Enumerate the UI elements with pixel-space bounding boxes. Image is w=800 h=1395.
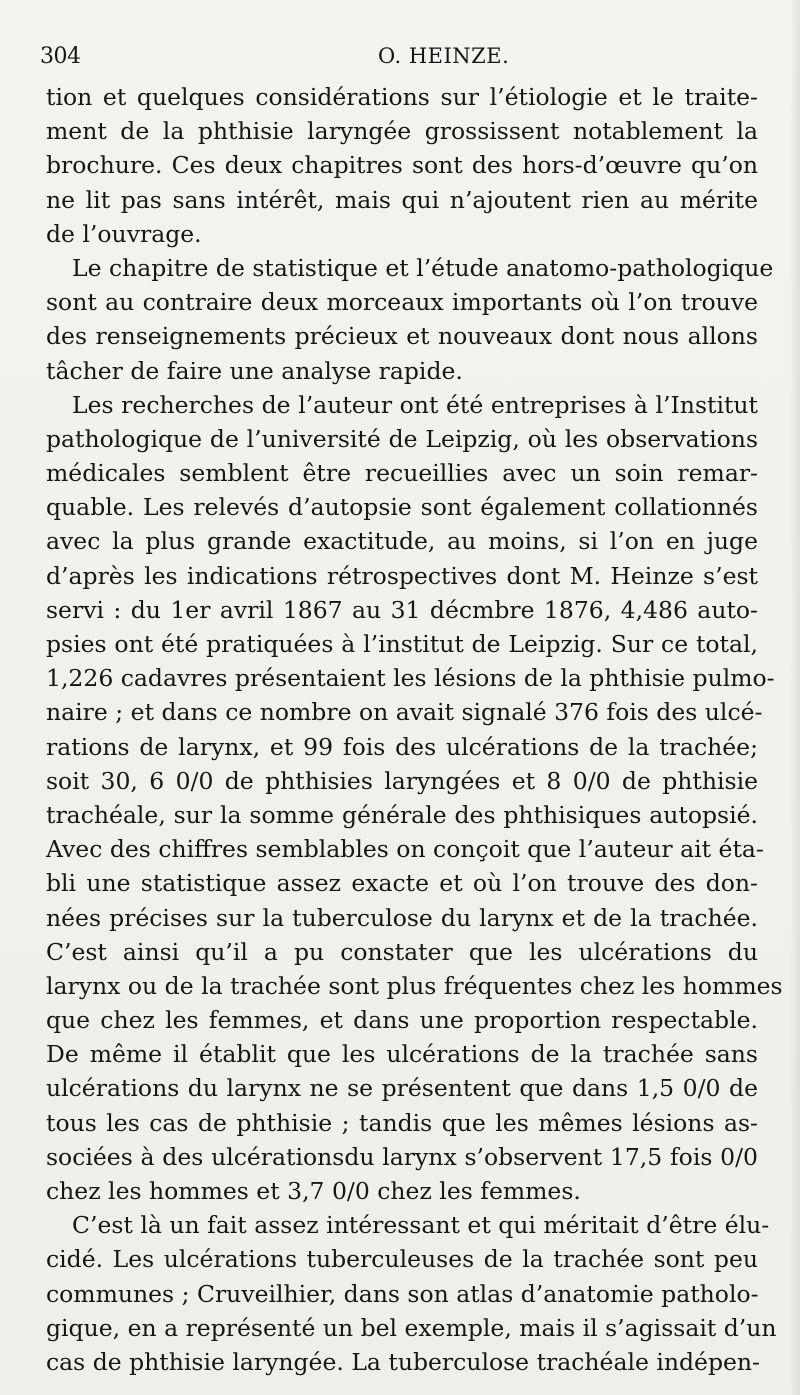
text-line: cas de phthisie laryngée. La tuberculose trachéale indépen- (46, 1347, 760, 1376)
text-line: psies ont été pratiquées à l’institut de Leipzig. Sur ce total, (46, 630, 758, 658)
text-line: de l’ouvrage. (46, 219, 202, 248)
text-line: De même il établit que les ulcérations de la trachée sans (46, 1040, 758, 1069)
text-line: des renseignements précieux et nouveaux dont nous allons (46, 322, 758, 351)
text-line: soit 30, 6 0/0 de phthisies laryngées et 8 0/0 de phthisie (46, 766, 758, 795)
text-line: Le chapitre de statistique et l’étude anatomo-pathologique (72, 253, 774, 282)
text-line: avec la plus grande exactitude, au moins, si l’on en juge (46, 527, 758, 556)
text-line: naire ; et dans ce nombre on avait signalé 376 fois des ulcé- (46, 698, 763, 727)
text-line: C’est là un fait assez intéressant et qui méritait d’être élu- (72, 1211, 770, 1240)
text-line: ulcérations du larynx ne se présentent que dans 1,5 0/0 de (46, 1074, 758, 1103)
text-line: sont au contraire deux morceaux importants où l’on trouve (46, 288, 758, 317)
page-header (40, 38, 760, 72)
text-line: cidé. Les ulcérations tuberculeuses de la trachée sont peu (46, 1245, 758, 1274)
text-line: pathologique de l’université de Leipzig, où les observations (46, 424, 758, 453)
text-line: bli une statistique assez exacte et où l’on trouve des don- (46, 869, 758, 898)
text-line: sociées à des ulcérationsdu larynx s’observent 17,5 fois 0/0 (46, 1142, 758, 1171)
text-line: 1,226 cadavres présentaient les lésions de la phthisie pulmo- (46, 664, 775, 693)
text-line: Les recherches de l’auteur ont été entreprises à l’Institut (72, 390, 758, 419)
text-line: d’après les indications rétrospectives dont M. Heinze s’est (46, 561, 758, 590)
text-line: brochure. Ces deux chapitres sont des hors-d’œuvre qu’on (46, 151, 758, 180)
page-edge-shadow (790, 0, 800, 1395)
page-number: 304 (40, 44, 81, 69)
text-line: tion et quelques considérations sur l’étiologie et le traite- (46, 83, 758, 111)
text-line: Avec des chiffres semblables on conçoit que l’auteur ait éta- (46, 835, 764, 864)
text-line: ment de la phthisie laryngée grossissent notablement la (46, 117, 758, 146)
text-line: tâcher de faire une analyse rapide. (46, 356, 463, 385)
text-line: quable. Les relevés d’autopsie sont également collationnés (46, 493, 758, 522)
text-line: trachéale, sur la somme générale des phthisiques autopsié. (46, 800, 758, 829)
text-line: servi : du 1er avril 1867 au 31 décmbre 1876, 4,486 auto- (46, 595, 758, 624)
text-line: nées précises sur la tuberculose du larynx et de la trachée. (46, 903, 758, 932)
text-line: gique, en a représenté un bel exemple, mais il s’agissait d’un (46, 1313, 777, 1342)
text-line: tous les cas de phthisie ; tandis que les mêmes lésions as- (46, 1108, 758, 1137)
text-line: que chez les femmes, et dans une proportion respectable. (46, 1006, 758, 1035)
text-line: ne lit pas sans intérêt, mais qui n’ajoutent rien au mérite (46, 185, 758, 214)
running-head: O. HEINZE. (378, 44, 510, 68)
body-text (46, 80, 783, 1379)
text-line: rations de larynx, et 99 fois des ulcérations de la trachée; (46, 732, 758, 761)
text-line: communes ; Cruveilhier, dans son atlas d’anatomie patholo- (46, 1279, 759, 1308)
text-line: C’est ainsi qu’il a pu constater que les ulcérations du (46, 937, 758, 966)
text-line: chez les hommes et 3,7 0/0 chez les femmes. (46, 1177, 581, 1205)
text-line: larynx ou de la trachée sont plus fréquentes chez les hommes (46, 971, 783, 1000)
text-line: médicales semblent être recueillies avec un soin remar- (46, 459, 758, 488)
